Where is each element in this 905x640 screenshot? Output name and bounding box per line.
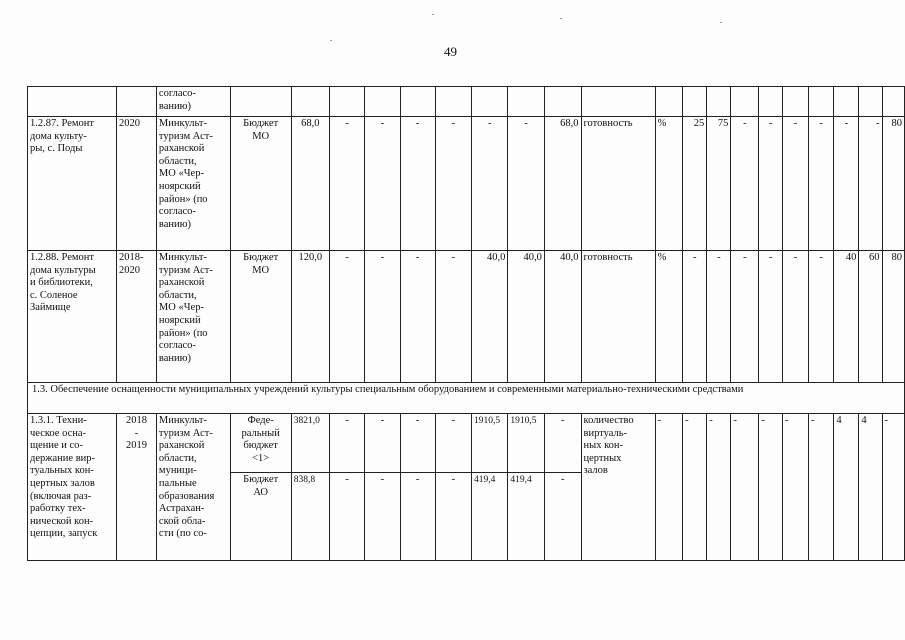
year-value: -	[365, 414, 400, 473]
executor: Минкульт- туризм Аст- раханской области, МО «Чер- ноярский район» (по согласо- ванию)	[156, 117, 230, 251]
indicator-value: -	[782, 414, 808, 561]
indicator-value: -	[782, 251, 808, 383]
indicator-value: 80	[882, 251, 904, 383]
indicator-value: -	[683, 251, 707, 383]
year-value: 419,4	[508, 473, 544, 561]
indicator-value: -	[809, 414, 834, 561]
indicator-value: 75	[707, 117, 731, 251]
indicator-value: -	[731, 414, 759, 561]
total-value: 838,8	[291, 473, 329, 561]
executor-cell: согласо- ванию)	[156, 87, 230, 117]
year-value: 1910,5	[508, 414, 544, 473]
section-title: 1.3. Обеспечение оснащенности муниципальных учреждений культуры специальным оборудованием и современными материально-техническими средствами	[28, 383, 905, 414]
total-value: 68,0	[291, 117, 329, 251]
year-value: -	[330, 414, 365, 473]
table-row	[28, 251, 905, 383]
indicator-value: -	[782, 117, 808, 251]
unit: %	[655, 117, 683, 251]
indicator-value: -	[683, 414, 707, 561]
indicator-value: 25	[683, 117, 707, 251]
years: 2018- 2020	[117, 251, 157, 383]
funding-source: Бюджет МО	[230, 251, 291, 383]
indicator-value: -	[834, 117, 859, 251]
scan-speck	[560, 18, 562, 19]
years: 2020	[117, 117, 157, 251]
page-number: 49	[444, 44, 457, 59]
indicator-value: -	[731, 117, 759, 251]
measure-name: 1.3.1. Техни- ческое осна- щение и со- держание вир- туальных кон- цертных залов (включая раз- работку тех- нической кон- цепции, запуск	[28, 414, 117, 561]
funding-source: Бюджет МО	[230, 117, 291, 251]
year-value: -	[400, 117, 435, 251]
funding-source: Бюджет АО	[230, 473, 291, 561]
year-value: -	[400, 251, 435, 383]
year-value: -	[330, 117, 365, 251]
year-value: -	[365, 473, 400, 561]
indicator-value: -	[731, 251, 759, 383]
indicator: готовность	[581, 117, 655, 251]
scan-speck	[330, 40, 332, 41]
indicator-value: -	[759, 414, 782, 561]
funding-source: Феде- ральный бюджет <1>	[230, 414, 291, 473]
indicator-value: -	[859, 117, 882, 251]
year-value: -	[435, 414, 471, 473]
table-row	[28, 117, 905, 251]
indicator-value: -	[809, 117, 834, 251]
indicator: количество виртуаль- ных кон- цертных залов	[581, 414, 655, 561]
scan-speck	[720, 22, 722, 23]
year-value: -	[330, 473, 365, 561]
total-value: 120,0	[291, 251, 329, 383]
year-value: -	[544, 414, 581, 473]
unit: %	[655, 251, 683, 383]
table-row	[28, 414, 905, 473]
year-value: -	[400, 414, 435, 473]
program-table	[27, 86, 905, 561]
indicator-value: 60	[859, 251, 882, 383]
indicator-value: 40	[834, 251, 859, 383]
indicator-value: -	[707, 251, 731, 383]
year-value: 40,0	[508, 251, 544, 383]
year-value: 1910,5	[471, 414, 507, 473]
executor: Минкульт- туризм Аст- раханской области, муници- пальные образования Астрахан- ской обла- сти (по со-	[156, 414, 230, 561]
indicator-value: 4	[859, 414, 882, 561]
year-value: -	[544, 473, 581, 561]
executor: Минкульт- туризм Аст- раханской области, МО «Чер- ноярский район» (по согласо- ванию)	[156, 251, 230, 383]
indicator-value: 80	[882, 117, 904, 251]
indicator-value: -	[759, 251, 782, 383]
measure-name: 1.2.87. Ремонт дома культу- ры, с. Поды	[28, 117, 117, 251]
indicator-value: -	[759, 117, 782, 251]
year-value: 40,0	[544, 251, 581, 383]
indicator-value: -	[809, 251, 834, 383]
years: 2018 - 2019	[117, 414, 157, 561]
indicator: готовность	[581, 251, 655, 383]
indicator-value: -	[707, 414, 731, 561]
year-value: -	[508, 117, 544, 251]
total-value: 3821,0	[291, 414, 329, 473]
year-value: 419,4	[471, 473, 507, 561]
year-value: -	[330, 251, 365, 383]
year-value: -	[365, 251, 400, 383]
section-row	[28, 383, 905, 414]
year-value: -	[471, 117, 507, 251]
year-value: -	[365, 117, 400, 251]
year-value: -	[435, 251, 471, 383]
indicator-value: -	[882, 414, 904, 561]
year-value: -	[435, 473, 471, 561]
indicator-value: 4	[834, 414, 859, 561]
year-value: 40,0	[471, 251, 507, 383]
unit: -	[655, 414, 683, 561]
year-value: -	[400, 473, 435, 561]
table-row	[28, 87, 905, 117]
year-value: -	[435, 117, 471, 251]
measure-name: 1.2.88. Ремонт дома культуры и библиотеки, с. Соленое Займище	[28, 251, 117, 383]
year-value: 68,0	[544, 117, 581, 251]
scan-speck	[432, 14, 434, 15]
